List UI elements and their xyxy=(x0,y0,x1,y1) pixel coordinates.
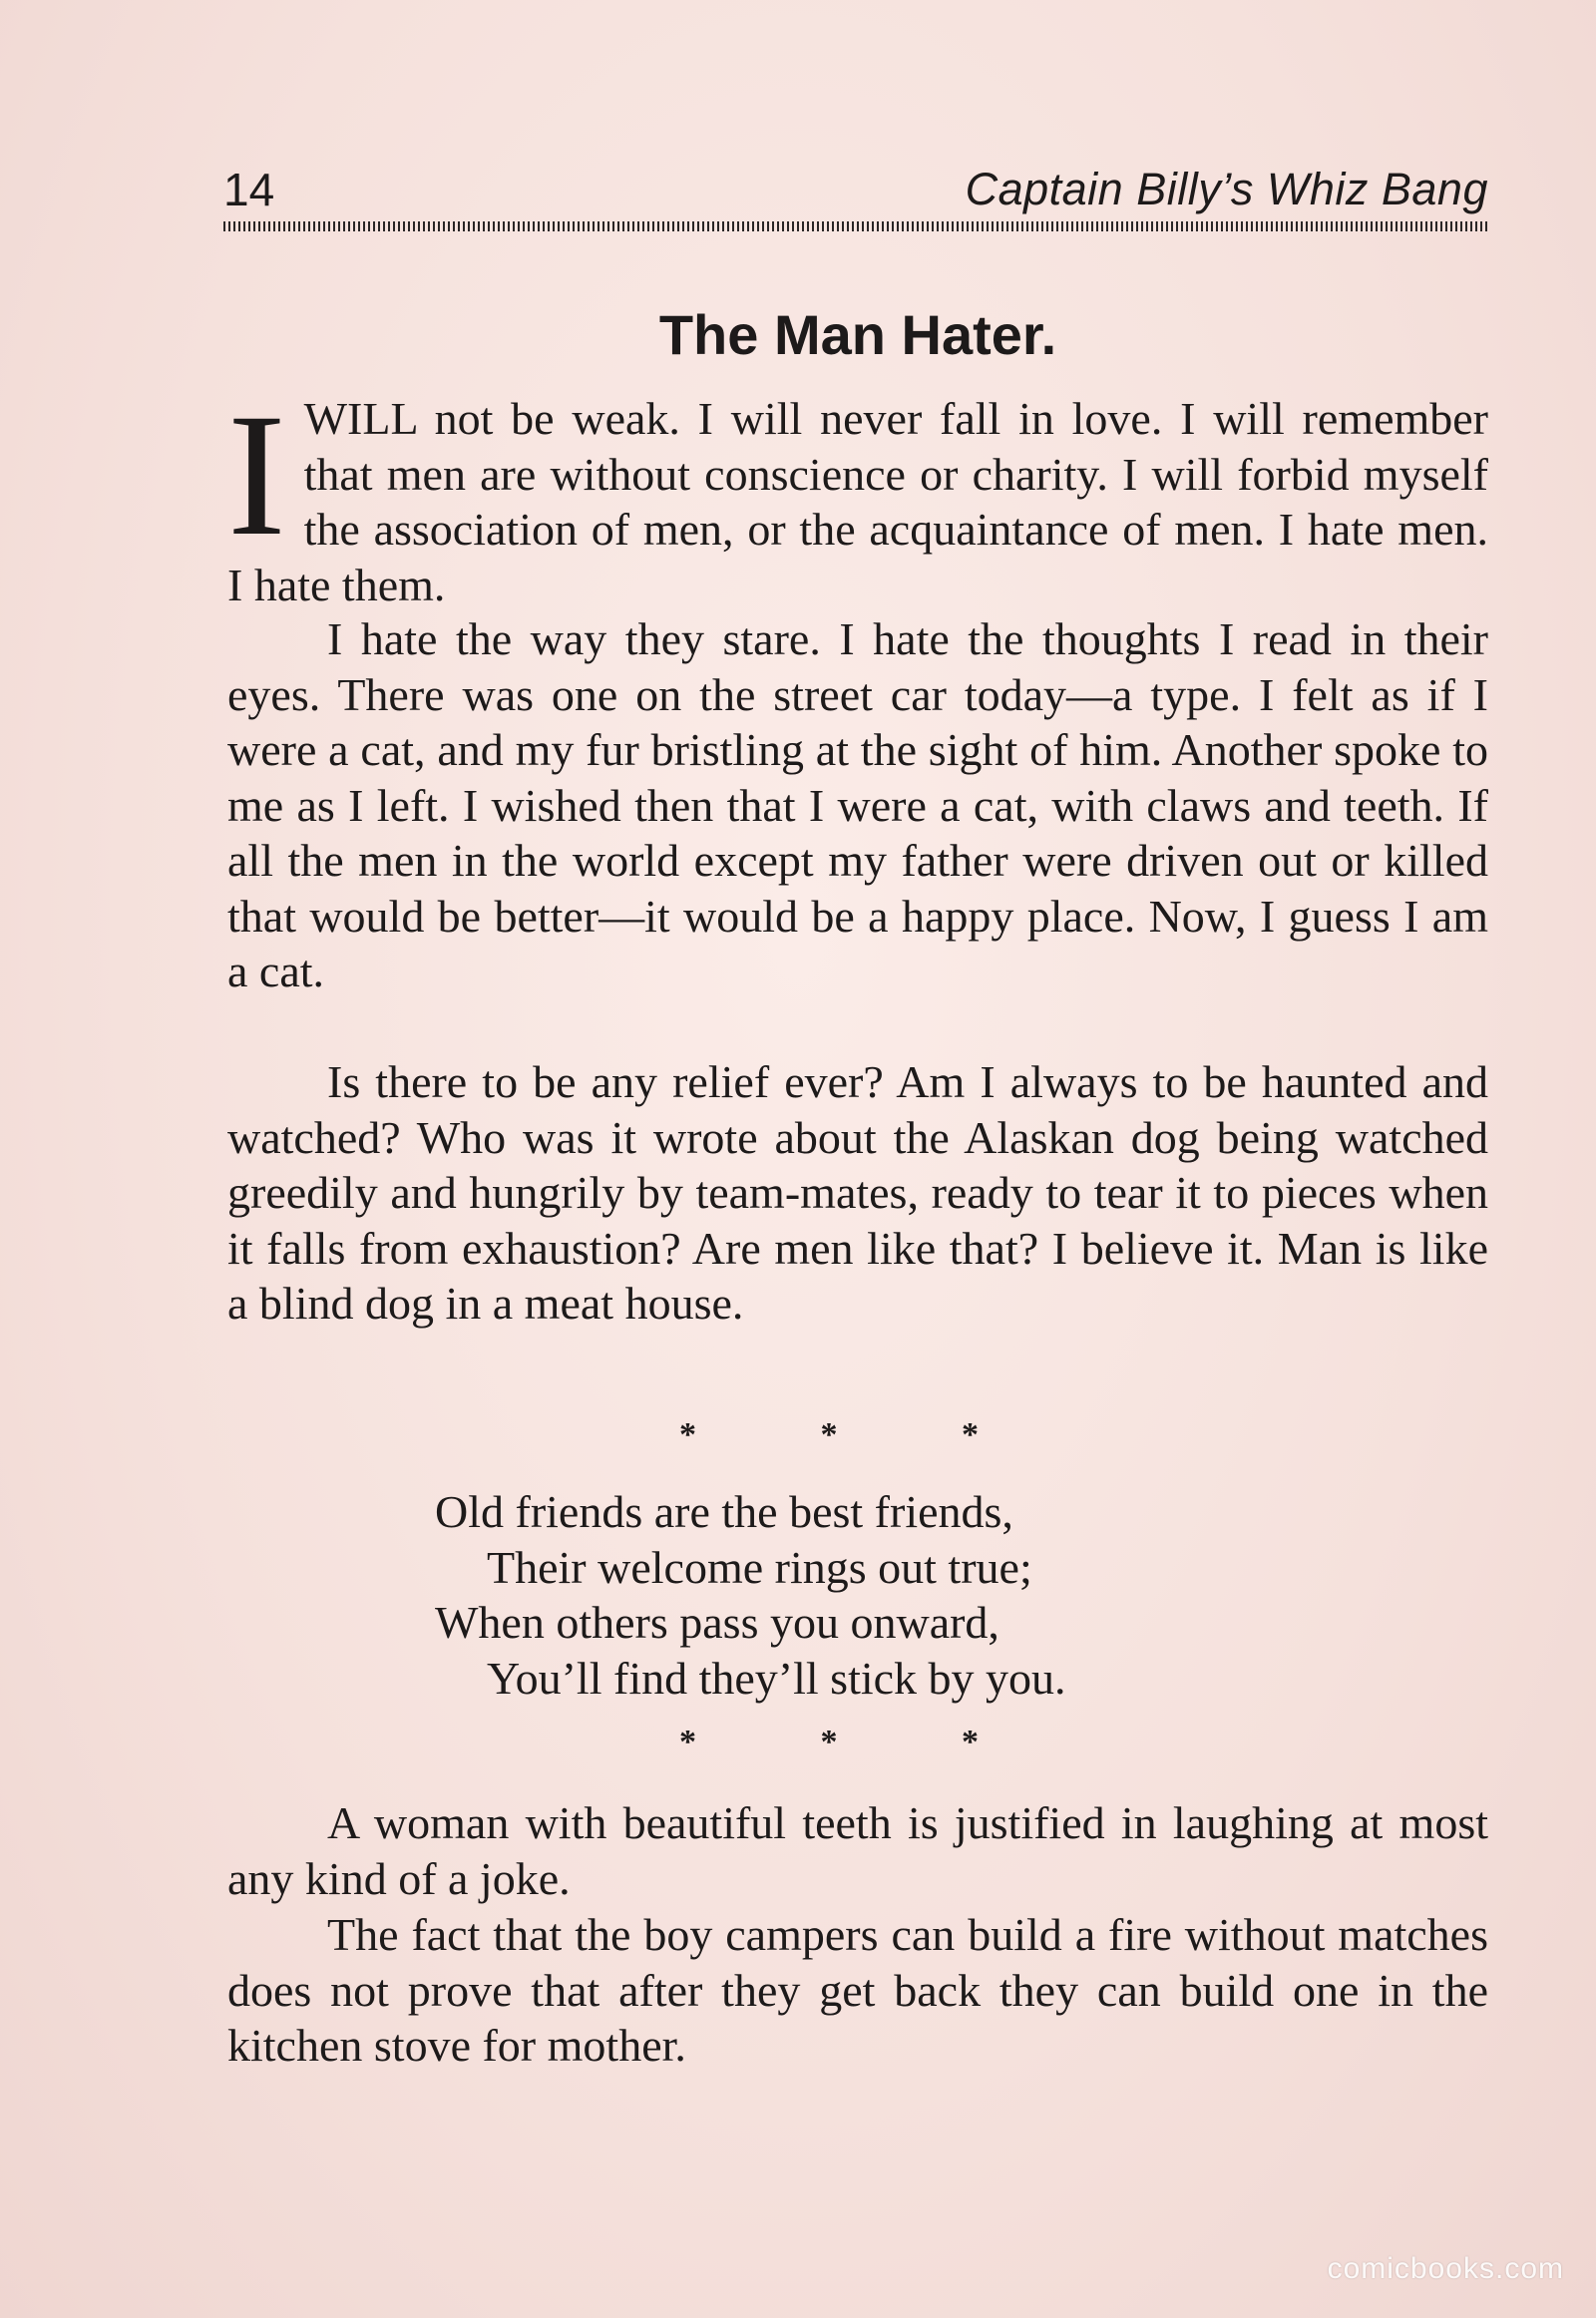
paragraph-2: I hate the way they stare. I hate the thoughts I read in their eyes. There was one on the street car today—a type. I felt as if I were a cat, and my fur bristling at the sight of him. Another spoke to me as I left. I wished then that I were a cat, with claws and teeth. If all the men in the world except my father were driven out or killed that would be better—it would be a happy place. Now, I guess I am a cat. xyxy=(227,613,1488,996)
running-head xyxy=(223,160,1488,219)
section-separator: * * * xyxy=(679,1724,1036,1760)
paragraph-1 xyxy=(227,378,1488,612)
joke-paragraph-2: The fact that the boy campers can build a fire without matches does not prove that after they get back they can build one in the kitchen stove for mother. xyxy=(227,1909,1488,2071)
poem-line-3: When others pass you onward, xyxy=(435,1597,999,1648)
paragraph-3: Is there to be any relief ever? Am I always to be haunted and watched? Who was it wrote about the Alaskan dog being watched greedily and hungrily by team-mates, ready to tear it to pieces when it falls from exhaustion? Are men like that? I believe it. Man is like a blind dog in a meat house. xyxy=(227,1056,1488,1329)
poem-line-1: Old friends are the best friends, xyxy=(435,1486,1013,1537)
publication-title: Captain Billy’s Whiz Bang xyxy=(965,164,1488,214)
poem-line-2: Their welcome rings out true; xyxy=(487,1541,1032,1593)
paragraph-1-text: WILL not be weak. I will never fall in love. I will remember that men are without conscience or charity. I will forbid myself the association of men, or the acquaintance of men. I hate men. I hate them. xyxy=(227,393,1488,610)
drop-cap: I xyxy=(227,378,286,573)
section-separator: * * * xyxy=(679,1416,1036,1453)
page-number: 14 xyxy=(223,164,275,215)
joke-paragraph-1: A woman with beautiful teeth is justified in laughing at most any kind of a joke. xyxy=(227,1797,1488,1904)
article-title: The Man Hater. xyxy=(658,303,1057,366)
watermark: comicbooks.com xyxy=(1327,2252,1564,2285)
header-rule xyxy=(223,221,1488,231)
poem xyxy=(435,1484,1066,1706)
poem-line-4: You’ll find they’ll stick by you. xyxy=(487,1652,1066,1704)
